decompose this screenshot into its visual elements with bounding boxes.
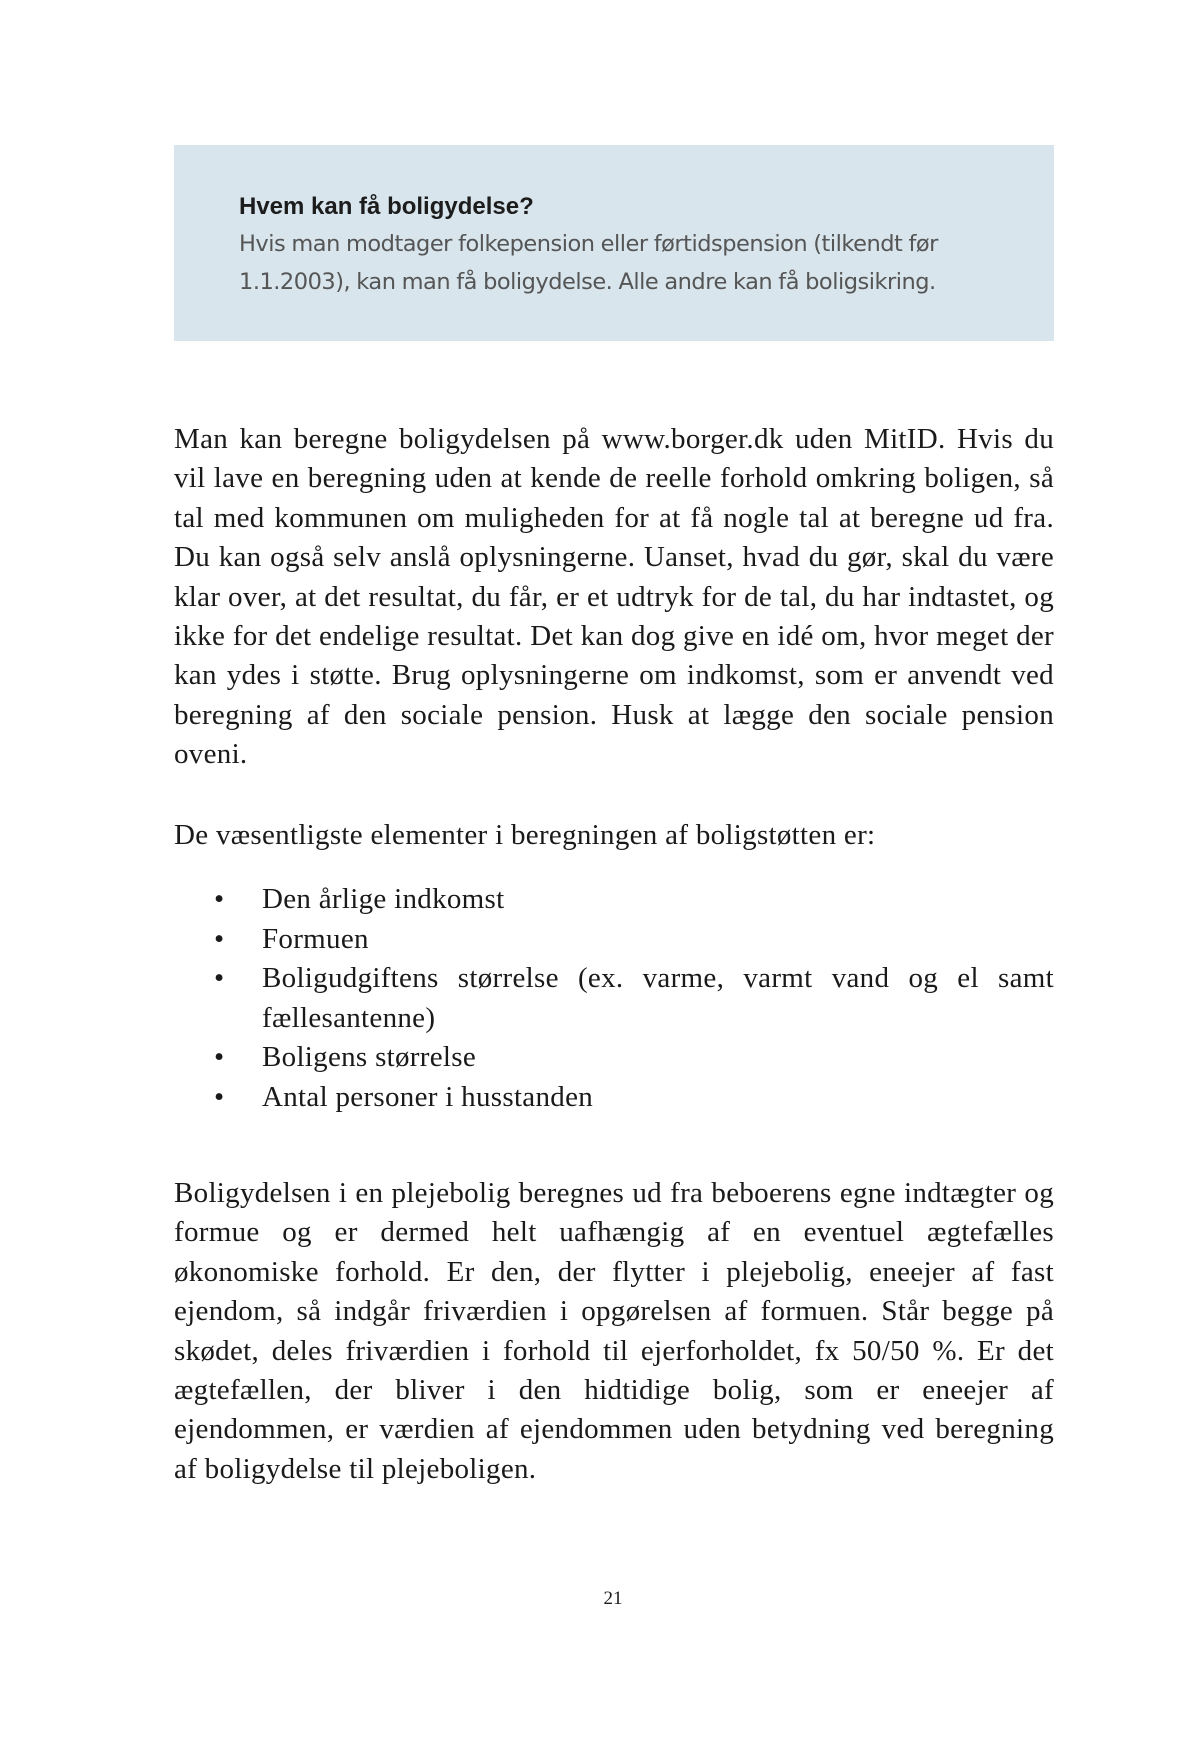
- info-box: [174, 145, 1054, 341]
- list-item-text: Boligens størrelse: [262, 1041, 477, 1074]
- info-box-text: Hvis man modtager folkepension eller førtidspension (tilkendt før 1.1.2003), kan man få boligydelse. Alle andre kan få boligsikring.: [239, 231, 938, 295]
- page-number: 21: [603, 1588, 623, 1609]
- list-item: [174, 1078, 1054, 1118]
- bullet-icon: •: [214, 1080, 225, 1113]
- paragraph-elements-intro: De væsentligste elementer i beregningen af boligstøtten er:: [174, 819, 876, 851]
- info-box-title: Hvem kan få boligydelse?: [239, 193, 534, 220]
- bullet-icon: •: [214, 1041, 225, 1074]
- paragraph-plejebolig: Boligydelsen i en plejebolig beregnes ud fra beboerens egne indtægter og formue og er dermed helt uafhængig af en eventuel ægtefælles økonomiske forhold. Er den, der flytter i plejebolig, eneejer af fast ejendom, så indgår friværdien i opgørelsen af formuen. Står begge på skødet, deles friværdien i forhold til ejerforholdet, fx 50/50 %. Er det ægtefællen, der bliver i den hidtidige bolig, som er eneejer af ejendommen, er værdien af ejendommen uden betydning ved beregning af boligydelse til plejeboligen.: [174, 1177, 1054, 1485]
- list-item: [174, 920, 1054, 960]
- list-item-text: Formuen: [262, 922, 369, 955]
- list-item: [174, 959, 1054, 1038]
- elements-bullet-list: [174, 880, 1054, 1118]
- list-item-text: Boligudgiftens størrelse (ex. varme, varmt vand og el samt fællesantenne): [262, 962, 1054, 1034]
- list-item-text: Antal personer i husstanden: [262, 1080, 594, 1113]
- bullet-icon: •: [214, 922, 225, 955]
- bullet-icon: •: [214, 883, 225, 915]
- list-item-text: Den årlige indkomst: [262, 883, 505, 915]
- list-item: [174, 1038, 1054, 1078]
- paragraph-borger-dk: Man kan beregne boligydelsen på www.borger.dk uden MitID. Hvis du vil lave en beregning uden at kende de reelle forhold omkring boligen, så tal med kommunen om muligheden for at få nogle tal at beregne ud fra. Du kan også selv anslå oplysningerne. Uanset, hvad du gør, skal du være klar over, at det resultat, du får, er et udtryk for de tal, du har indtastet, og ikke for det endelige resultat. Det kan dog give en idé om, hvor meget der kan ydes i støtte. Brug oplysningerne om indkomst, som er anvendt ved beregning af den sociale pension. Husk at lægge den sociale pension oveni.: [174, 423, 1054, 771]
- list-item: [174, 880, 1054, 920]
- bullet-icon: •: [214, 962, 225, 995]
